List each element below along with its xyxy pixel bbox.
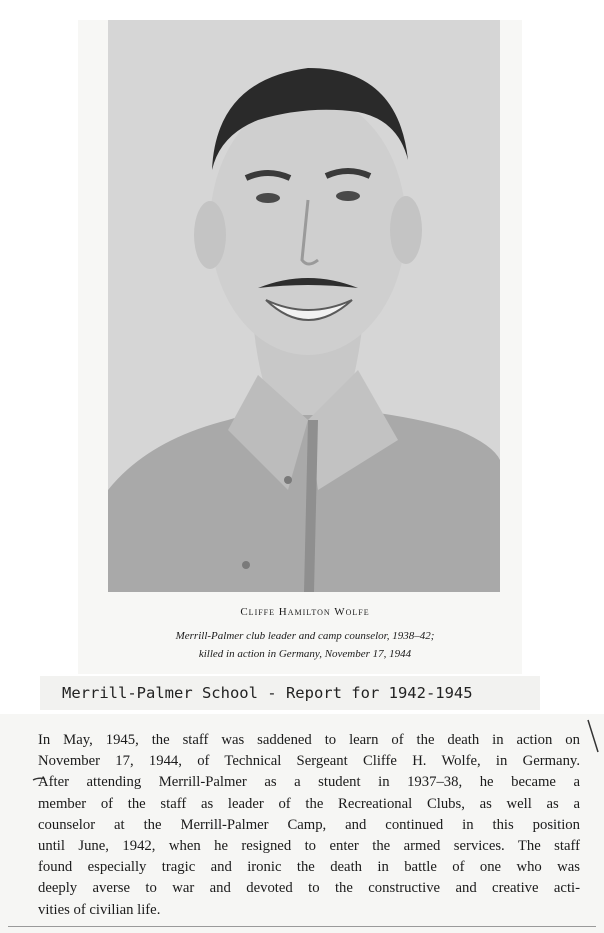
body-line-7: found especially tragic and ironic the death in battle of one who was [38,859,580,876]
body-line-4: member of the staff as leader of the Recreational Clubs, as well as a [38,795,580,812]
dash-mark-icon [32,776,46,782]
report-header: Merrill-Palmer School - Report for 1942-1945 [62,684,473,702]
body-line-5: counselor at the Merrill-Palmer Camp, and continued in this position [38,816,580,833]
portrait-photo [108,20,500,592]
body-line-3: After attending Merrill-Palmer as a student in 1937–38, he became a [38,774,580,791]
body-line-9: vities of civilian life. [38,901,161,918]
body-line-2: November 17, 1944, of Technical Sergeant Cliffe H. Wolfe, in Germany. [38,753,580,770]
body-line-1: In May, 1945, the staff was saddened to learn of the death in action on [38,732,580,748]
caption-line-1: Merrill-Palmer club leader and camp counselor, 1938–42; [175,630,435,642]
body-text [38,730,580,921]
bottom-rule [8,926,596,927]
body-line-6: until June, 1942, when he resigned to enter the armed services. The staff [38,838,580,855]
portrait-illustration [108,20,500,592]
caption-name: Cliffe Hamilton Wolfe [240,606,370,618]
caption-line-2: killed in action in Germany, November 17, 1944 [198,648,412,660]
pen-mark-icon [586,718,602,754]
body-line-8: deeply averse to war and devoted to the constructive and creative acti- [38,880,580,897]
